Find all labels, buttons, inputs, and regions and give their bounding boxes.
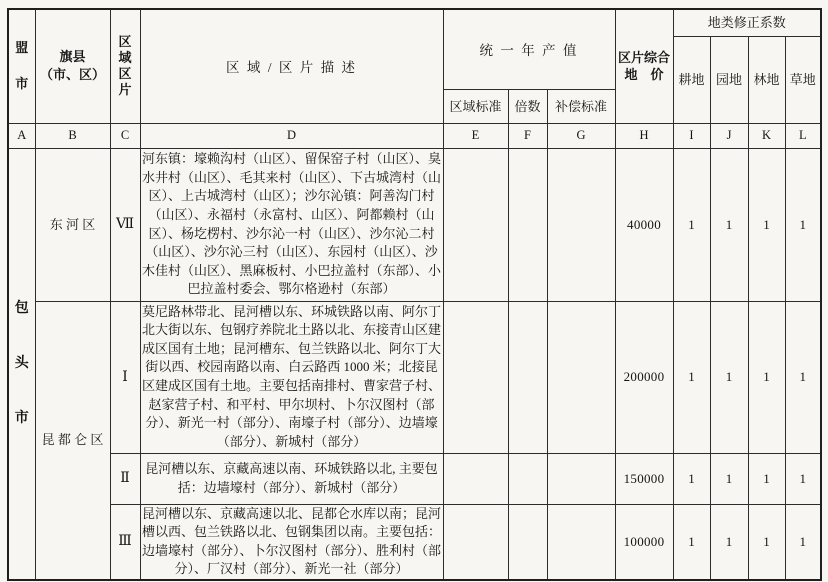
zone-number-cell: Ⅰ bbox=[110, 301, 140, 453]
zone-number-cell: Ⅲ bbox=[110, 504, 140, 580]
col-letter-j: J bbox=[710, 123, 748, 148]
compensation-cell bbox=[547, 301, 615, 453]
col-letter-l: L bbox=[785, 123, 821, 148]
col-letter-h: H bbox=[615, 123, 673, 148]
table-row bbox=[8, 504, 821, 580]
multiplier-cell bbox=[508, 148, 547, 301]
region-standard-cell bbox=[443, 301, 508, 453]
header-cell-compensation-standard: 补偿标准 bbox=[547, 89, 615, 123]
zone-price-cell: 40000 bbox=[615, 148, 673, 301]
zone-price-cell: 100000 bbox=[615, 504, 673, 580]
region-standard-cell bbox=[443, 453, 508, 504]
banner-county-line1: 旗县 bbox=[59, 49, 86, 65]
grass-coeff-cell: 1 bbox=[785, 453, 821, 504]
zone-number-cell: Ⅶ bbox=[110, 148, 140, 301]
zone-price-cell: 200000 bbox=[615, 301, 673, 453]
zone-description-cell: 昆河槽以东、京藏高速以南、环城铁路以北, 主要包括：边墙壕村（部分）、新城村（部分） bbox=[140, 453, 443, 504]
col-letter-d: D bbox=[140, 123, 443, 148]
garden-coeff-cell: 1 bbox=[710, 148, 748, 301]
region-standard-cell bbox=[443, 148, 508, 301]
header-cell-description: 区 域 / 区 片 描 述 bbox=[140, 9, 443, 123]
header-cell-region-standard: 区域标准 bbox=[443, 89, 508, 123]
col-letter-c: C bbox=[110, 123, 140, 148]
cultivated-coeff-cell: 1 bbox=[673, 504, 710, 580]
multiplier-cell bbox=[508, 301, 547, 453]
garden-coeff-cell: 1 bbox=[710, 301, 748, 453]
zone-price-line2: 地 价 bbox=[624, 67, 664, 83]
header-cell-garden: 园地 bbox=[710, 36, 748, 123]
cultivated-coeff-cell: 1 bbox=[673, 301, 710, 453]
grass-coeff-cell: 1 bbox=[785, 148, 821, 301]
compensation-cell bbox=[547, 453, 615, 504]
forest-coeff-cell: 1 bbox=[748, 301, 785, 453]
col-letter-g: G bbox=[547, 123, 615, 148]
zone-price-cell: 150000 bbox=[615, 453, 673, 504]
table-row bbox=[8, 453, 821, 504]
garden-coeff-cell: 1 bbox=[710, 504, 748, 580]
col-letter-f: F bbox=[508, 123, 547, 148]
col-letter-k: K bbox=[748, 123, 785, 148]
district-cell: 东 河 区 bbox=[35, 148, 110, 301]
zone-description-cell: 莫尼路林带北、昆河槽以东、环城铁路以南、阿尔丁北大街以东、包钢疗养院北土路以北、东接青山区建成区国有土地；昆河槽东、包兰铁路以北、阿尔丁大街以西、校园南路以南、白云路西 1000 米；北接昆区建成区国有土地。主要包括南排村、曹家营子村、赵家营子村、和平村、甲尔坝村、卜尔汉图村（部分）、新光一村（部分）、南壕子村（部分）、边墙壕（部分）、新城村（部分） bbox=[140, 301, 443, 453]
grass-coeff-cell: 1 bbox=[785, 504, 821, 580]
cultivated-coeff-cell: 1 bbox=[673, 148, 710, 301]
header-cell-unified-output: 统 一 年 产 值 bbox=[443, 9, 615, 89]
table-row bbox=[8, 301, 821, 453]
header-cell-league-city bbox=[8, 9, 35, 123]
header-cell-grass: 草地 bbox=[785, 36, 821, 123]
compensation-cell bbox=[547, 504, 615, 580]
col-letter-e: E bbox=[443, 123, 508, 148]
compensation-cell bbox=[547, 148, 615, 301]
header-cell-zone-price bbox=[615, 9, 673, 123]
multiplier-cell bbox=[508, 453, 547, 504]
header-row-1 bbox=[8, 9, 821, 36]
grass-coeff-cell: 1 bbox=[785, 301, 821, 453]
column-letters-row bbox=[8, 123, 821, 148]
forest-coeff-cell: 1 bbox=[748, 148, 785, 301]
col-letter-b: B bbox=[35, 123, 110, 148]
zone-price-line1: 区片综合 bbox=[618, 50, 671, 66]
forest-coeff-cell: 1 bbox=[748, 504, 785, 580]
table-row bbox=[8, 148, 821, 301]
header-cell-zone-section bbox=[110, 9, 140, 123]
city-name: 包头市 bbox=[14, 301, 29, 427]
col-letter-i: I bbox=[673, 123, 710, 148]
header-cell-forest: 林地 bbox=[748, 36, 785, 123]
cultivated-coeff-cell: 1 bbox=[673, 453, 710, 504]
zone-number-cell: Ⅱ bbox=[110, 453, 140, 504]
forest-coeff-cell: 1 bbox=[748, 453, 785, 504]
multiplier-cell bbox=[508, 504, 547, 580]
header-cell-banner-county bbox=[35, 9, 110, 123]
header-cell-land-coeff: 地类修正系数 bbox=[673, 9, 821, 36]
col-letter-a: A bbox=[8, 123, 35, 148]
league-city-label: 盟市 bbox=[15, 40, 29, 92]
banner-county-line2: （市、区） bbox=[39, 67, 105, 83]
zone-description-cell: 河东镇：壕赖沟村（山区）、留保窑子村（山区）、臭水井村（山区）、毛其来村（山区）、下古城湾村（山区）、上古城湾村（山区）；沙尔沁镇：阿善沟门村（山区）、永福村（永富村、山区）、阿都赖村（山区）、杨圪楞村、沙尔沁一村（山区）、沙尔沁二村（山区）、沙尔沁三村（山区）、东园村（山区）、沙木佳村（山区）、黑麻板村、小巴拉盖村（东部）、小巴拉盖村委会、鄂尔格逊村（东部） bbox=[140, 148, 443, 301]
garden-coeff-cell: 1 bbox=[710, 453, 748, 504]
header-cell-multiplier: 倍数 bbox=[508, 89, 547, 123]
city-cell bbox=[8, 148, 35, 580]
zone-section-label: 区域区片 bbox=[118, 34, 132, 98]
region-standard-cell bbox=[443, 504, 508, 580]
district-cell: 昆 都 仑 区 bbox=[35, 301, 110, 580]
header-cell-cultivated: 耕地 bbox=[673, 36, 710, 123]
land-price-table bbox=[7, 8, 822, 581]
zone-description-cell: 昆河槽以东、京藏高速以北、昆都仑水库以南；昆河槽以西、包兰铁路以北、包钢集团以南。主要包括：边墙壕村（部分）、卜尔汉图村（部分）、胜利村（部分）、厂汉村（部分）、新光一社（部分） bbox=[140, 504, 443, 580]
